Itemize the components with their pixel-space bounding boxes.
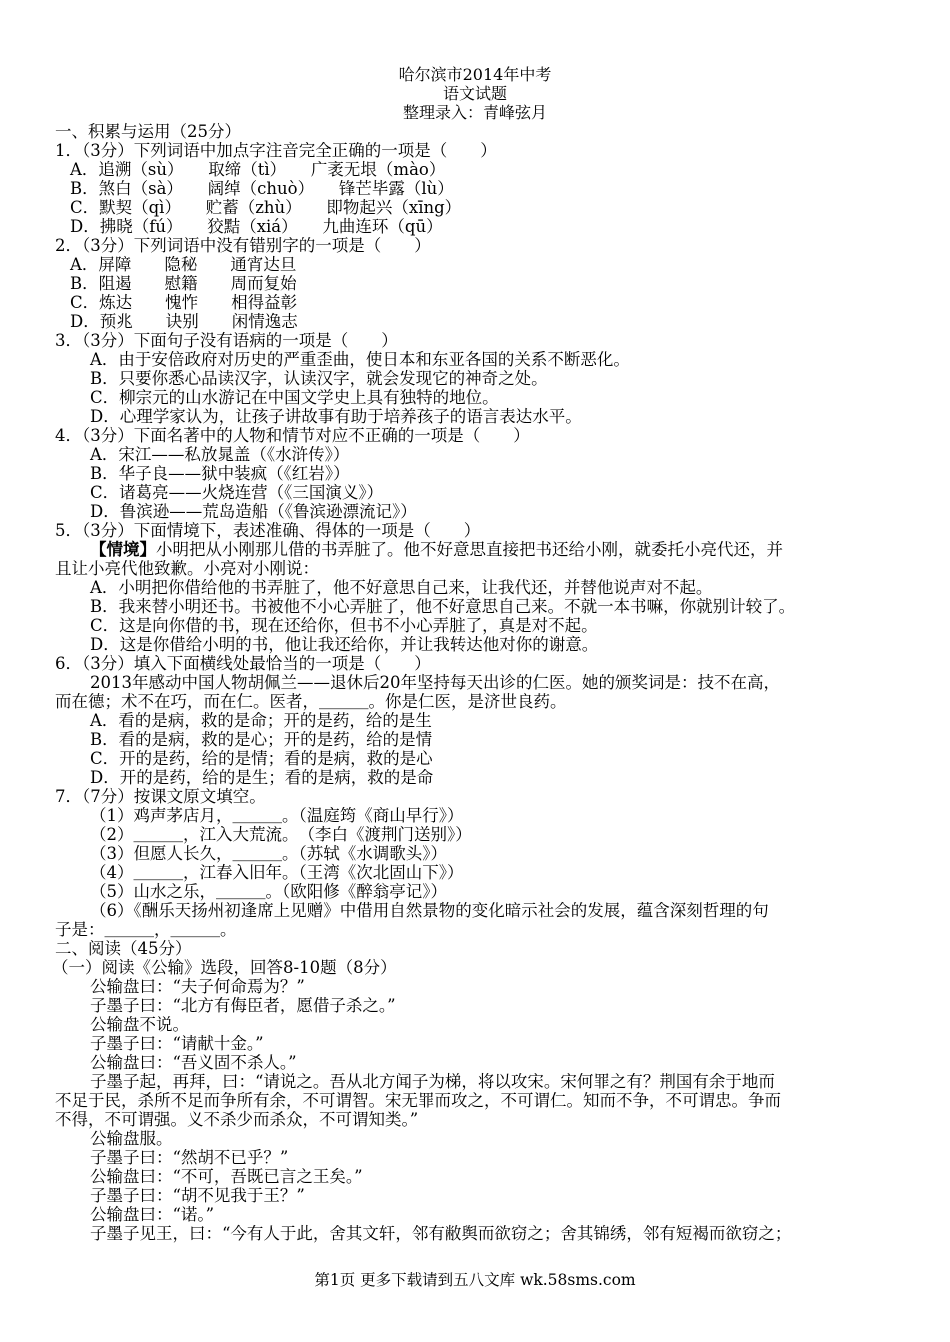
question-option: A．屏障 隐秘 通宵达旦 (70, 255, 297, 274)
question-option: D．拂晓（fú） 狡黠（xiá） 九曲连环（qū） (70, 217, 443, 236)
reading-line: 不足于民，杀所不足而争所有余，不可谓智。宋无罪而攻之，不可谓仁。知而不争，不可谓忠。争而 (55, 1091, 781, 1110)
question-stem: 3．（3分）下面句子没有语病的一项是（ ） (55, 331, 398, 350)
question-option: D．开的是药，给的是生；看的是病，救的是命 (90, 768, 434, 787)
question-option: C．这是向你借的书，现在还给你，但书不小心弄脏了，真是对不起。 (90, 616, 598, 635)
reading-line: 公输盘不说。 (90, 1015, 189, 1034)
question-option: D．这是你借给小明的书，他让我还给你，并让我转达他对你的谢意。 (90, 635, 599, 654)
question-option: A．小明把你借给他的书弄脏了，他不好意思自己来，让我代还，并替他说声对不起。 (90, 578, 713, 597)
question-stem: 7．（7分）按课文原文填空。 (55, 787, 266, 806)
question-option: C．默契（qì） 贮蓄（zhù） 即物起兴（xīng） (70, 198, 462, 217)
fill-blank-item: 子是：＿＿＿，＿＿＿。 (55, 920, 237, 939)
reading-line: 子墨子曰：“北方有侮臣者，愿借子杀之。” (90, 996, 396, 1015)
question-option: C．开的是药，给的是情；看的是病，救的是心 (90, 749, 433, 768)
question-stem: 5．（3分）下面情境下，表述准确、得体的一项是（ ） (55, 521, 481, 540)
question-passage: 2013年感动中国人物胡佩兰——退休后20年坚持每天出诊的仁医。她的颁奖词是：技不在高， (90, 673, 780, 692)
question-option: B．我来替小明还书。书被他不小心弄脏了，他不好意思自己来。不就一本书嘛，你就别计较了。 (90, 597, 796, 616)
document-title: 哈尔滨市2014年中考 (398, 65, 552, 84)
question-stem: 6．（3分）填入下面横线处最恰当的一项是（ ） (55, 654, 431, 673)
reading-part-heading: （一）阅读《公输》选段，回答8-10题（8分） (52, 958, 397, 977)
question-option: B．煞白（sà） 阔绰（chuò） 锋芒毕露（lù） (70, 179, 454, 198)
question-option: B．看的是病，救的是心；开的是药，给的是情 (90, 730, 433, 749)
section-heading: 一、积累与运用（25分） (55, 122, 241, 141)
question-option: B．阻遏 慰籍 周而复始 (70, 274, 297, 293)
question-stem: 4．（3分）下面名著中的人物和情节对应不正确的一项是（ ） (55, 426, 530, 445)
section-heading: 二、阅读（45分） (55, 939, 192, 958)
context-tag: 【情境】 (90, 540, 156, 559)
question-option: C．诸葛亮——火烧连营（《三国演义》） (90, 483, 384, 502)
fill-blank-item: （6）《酬乐天扬州初逢席上见赠》中借用自然景物的变化暗示社会的发展，蕴含深刻哲理的句 (90, 901, 769, 920)
document-author: 整理录入：青峰弦月 (402, 103, 547, 122)
question-option: D．预兆 诀别 闲情逸志 (70, 312, 298, 331)
reading-line: 子墨子曰：“胡不见我于王？” (90, 1186, 305, 1205)
reading-line: 公输盘曰：“夫子何命焉为？” (90, 977, 305, 996)
reading-line: 公输盘服。 (90, 1129, 173, 1148)
reading-line: 公输盘曰：“吾义固不杀人。” (90, 1053, 297, 1072)
question-option: B．只要你悉心品读汉字，认读汉字，就会发现它的神奇之处。 (90, 369, 548, 388)
page-footer: 第1页 更多下载请到五八文库 wk.58sms.com (314, 1271, 636, 1289)
reading-line: 子墨子起，再拜，曰：“请说之。吾从北方闻子为梯，将以攻宋。宋何罪之有？荆国有余于地而 (90, 1072, 775, 1091)
fill-blank-item: （4）＿＿＿，江春入旧年。（王湾《次北固山下》） (90, 863, 464, 882)
question-option: A．看的是病，救的是命；开的是药，给的是生 (90, 711, 432, 730)
question-passage: 而在德；术不在巧，而在仁。医者，＿＿＿。你是仁医，是济世良药。 (55, 692, 567, 711)
question-option: A．由于安倍政府对历史的严重歪曲，使日本和东亚各国的关系不断恶化。 (90, 350, 630, 369)
reading-line: 子墨子见王，曰：“今有人于此，舍其文轩，邻有敝舆而欲窃之；舍其锦绣，邻有短褐而欲窃之； (90, 1224, 792, 1243)
fill-blank-item: （2）＿＿＿，江入大荒流。 （李白《渡荆门送别》） (90, 825, 472, 844)
context-text: 小明把从小刚那儿借的书弄脏了。他不好意思直接把书还给小刚，就委托小亮代还，并 (156, 540, 783, 559)
question-option: D．心理学家认为，让孩子讲故事有助于培养孩子的语言表达水平。 (90, 407, 582, 426)
question-option: C．炼达 愧怍 相得益彰 (70, 293, 298, 312)
question-option: C．柳宗元的山水游记在中国文学史上具有独特的地位。 (90, 388, 499, 407)
fill-blank-item: （1）鸡声茅店月，＿＿＿。（温庭筠《商山早行》） (90, 806, 464, 825)
question-option: A．追溯（sù） 取缔（tì） 广袤无垠（mào） (70, 160, 446, 179)
question-context: 且让小亮代他致歉。小亮对小刚说： (55, 559, 319, 578)
question-option: B．华子良——狱中装疯（《红岩》） (90, 464, 350, 483)
question-option: A．宋江——私放晁盖（《水浒传》） (90, 445, 350, 464)
reading-line: 子墨子曰：“然胡不已乎？” (90, 1148, 289, 1167)
reading-line: 子墨子曰：“请献十金。” (90, 1034, 264, 1053)
reading-line: 不得，不可谓强。义不杀少而杀众，不可谓知类。” (55, 1110, 419, 1129)
fill-blank-item: （3）但愿人长久，＿＿＿。（苏轼《水调歌头》） (90, 844, 447, 863)
question-option: D．鲁滨逊——荒岛造船（《鲁滨逊漂流记》） (90, 502, 417, 521)
question-stem: 1．（3分）下列词语中加点字注音完全正确的一项是（ ） (55, 141, 497, 160)
fill-blank-item: （5）山水之乐，＿＿＿。（欧阳修《醉翁亭记》） (90, 882, 447, 901)
reading-line: 公输盘曰：“不可，吾既已言之王矣。” (90, 1167, 363, 1186)
question-stem: 2．（3分）下列词语中没有错别字的一项是（ ） (55, 236, 431, 255)
document-subtitle: 语文试题 (442, 84, 507, 103)
reading-line: 公输盘曰：“诺。” (90, 1205, 215, 1224)
question-context (90, 540, 783, 559)
